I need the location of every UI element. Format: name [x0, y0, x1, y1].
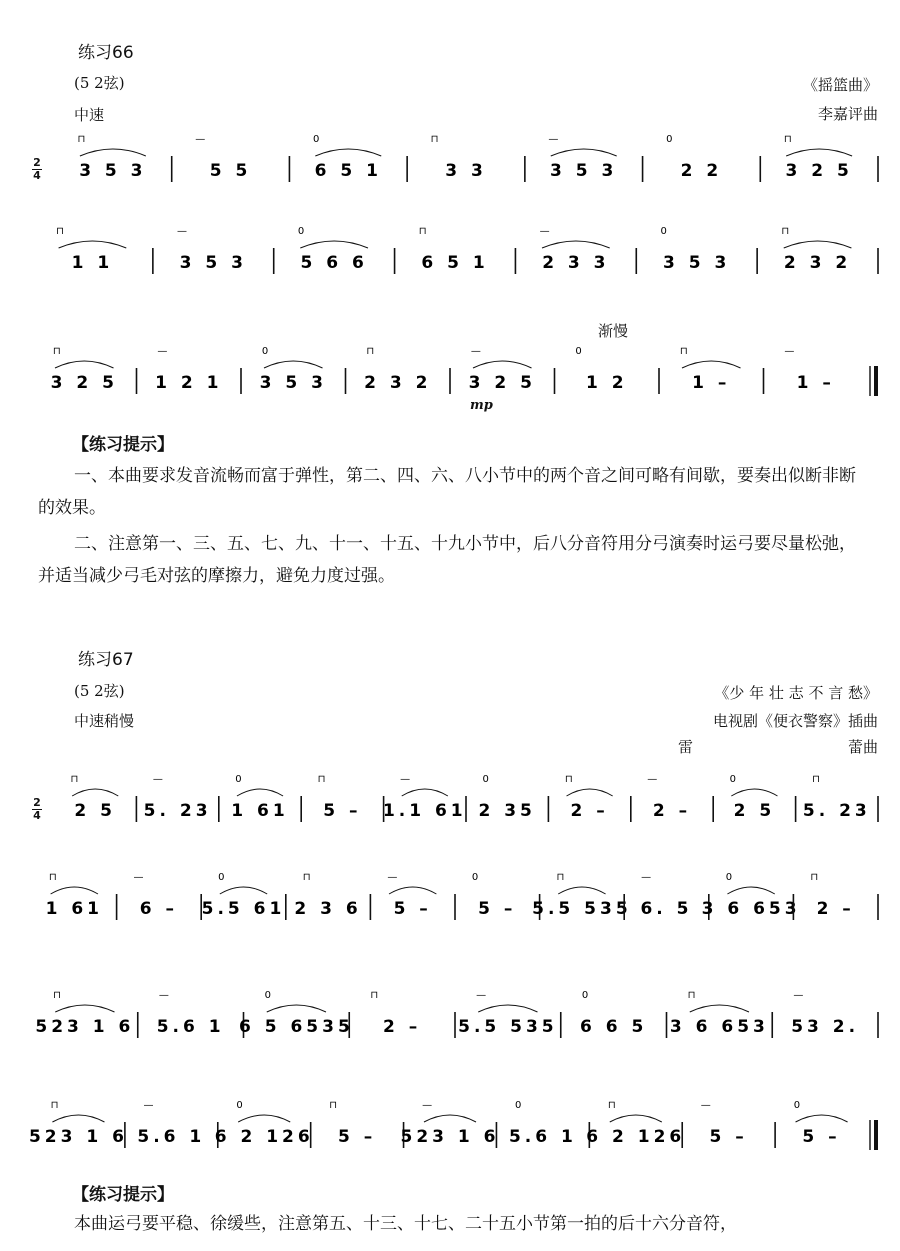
bowing-mark: —: [647, 774, 658, 785]
measure-notes: 1 2: [585, 373, 628, 393]
slur-mark: [424, 1115, 476, 1122]
slur-mark: [51, 887, 98, 894]
bowing-mark: —: [143, 1100, 154, 1111]
bowing-mark: ⊓: [53, 990, 61, 1001]
slur-mark: [682, 361, 741, 368]
bowing-mark: ⊓: [810, 872, 819, 883]
measure-notes: 6 2 126: [214, 1127, 314, 1147]
measure-notes: 5 –: [478, 899, 517, 919]
measure-notes: 5 –: [323, 801, 362, 821]
ex66-hints-title: 【练习提示】: [72, 435, 174, 455]
bowing-mark: —: [548, 134, 559, 145]
time-sig-top: 2: [33, 796, 41, 809]
measure-notes: 3 6 653: [701, 899, 801, 919]
exercise-67-source: 电视剧《便衣警察》插曲: [712, 712, 878, 730]
measure-notes: 1 1: [71, 253, 114, 273]
measure-notes: 2 5: [733, 801, 776, 821]
jianpu-staff-svg: [28, 1094, 880, 1154]
jianpu-staff-svg: [32, 984, 880, 1044]
ex67-row-4: [28, 1094, 880, 1154]
slur-mark: [315, 149, 381, 156]
measure-notes: 2 –: [570, 801, 609, 821]
slur-mark: [389, 887, 436, 894]
exercise-67-title: 练习67: [78, 650, 134, 670]
measure-notes: 5.6 1: [156, 1017, 225, 1037]
ex66-hint-1: 一、本曲要求发音流畅而富于弹性，第二、四、六、八小节中的两个音之间可略有间歇，要奏出似断非断的效果。: [38, 466, 856, 518]
bowing-mark: ⊓: [317, 774, 326, 785]
measure-notes: 6 5 6535: [238, 1017, 354, 1037]
measure-notes: 3 5 3: [663, 253, 731, 273]
measure-notes: 6 6 5: [579, 1017, 648, 1037]
exercise-66-tempo: 中速: [74, 106, 105, 124]
bowing-mark: ⊓: [564, 774, 573, 785]
slur-mark: [558, 887, 605, 894]
time-sig-bottom: 4: [33, 809, 41, 822]
slur-mark: [478, 1005, 537, 1012]
slur-mark: [731, 789, 777, 796]
time-sig-top: 2: [33, 156, 41, 169]
measure-notes: 5.5 535: [532, 899, 632, 919]
bowing-mark: —: [422, 1100, 433, 1111]
jianpu-staff-svg: [32, 768, 880, 828]
bowing-mark: ⊓: [783, 134, 792, 145]
bowing-mark: 0: [236, 1100, 243, 1111]
bowing-mark: 0: [235, 774, 242, 785]
measure-notes: 3 5 3: [550, 161, 618, 181]
measure-notes: 3 2 5: [785, 161, 853, 181]
measure-notes: 3 3: [445, 161, 487, 181]
exercise-67-composer-name: 雷: [678, 738, 694, 756]
measure-notes: 3 5 3: [79, 161, 147, 181]
measure-notes: 5 –: [337, 1127, 377, 1147]
measure-notes: 1 61: [45, 899, 104, 919]
bowing-mark: —: [470, 346, 481, 357]
bowing-mark: ⊓: [48, 872, 57, 883]
time-signature: [32, 798, 42, 821]
bowing-mark: —: [641, 872, 652, 883]
bowing-mark: —: [793, 990, 804, 1001]
measure-notes: 5 –: [709, 1127, 748, 1147]
time-sig-bottom: 4: [33, 169, 41, 182]
exercise-66-piece: 《摇篮曲》: [802, 76, 878, 94]
measure-notes: 6 2 126: [586, 1127, 686, 1147]
bowing-mark: ⊓: [370, 990, 379, 1001]
bowing-mark: —: [158, 990, 169, 1001]
measure-notes: 3 6 653: [669, 1017, 769, 1037]
slur-mark: [473, 361, 532, 368]
measure-notes: 523 1 6: [400, 1127, 500, 1147]
measure-notes: 1.1 61: [382, 801, 467, 821]
slur-mark: [55, 361, 114, 368]
bowing-mark: 0: [575, 346, 582, 357]
ex67-row-3: [32, 984, 880, 1044]
bowing-mark: 0: [725, 872, 733, 883]
exercise-66-composer: 李嘉评曲: [817, 105, 878, 123]
ex66-row-2: [32, 220, 880, 280]
measure-notes: 6 –: [139, 899, 179, 919]
ex67-row-1: [32, 768, 880, 828]
measure-notes: 5. 23: [143, 801, 212, 821]
measure-notes: 2 –: [652, 801, 692, 821]
ex67-row-2: [32, 866, 880, 926]
measure-notes: 3 2 5: [50, 373, 118, 393]
bowing-mark: —: [700, 1100, 711, 1111]
bowing-mark: ⊓: [302, 872, 311, 883]
exercise-67-string: (5 2弦): [74, 682, 125, 700]
time-signature: [32, 158, 42, 181]
bowing-mark: ⊓: [77, 134, 86, 145]
bowing-mark: 0: [312, 134, 320, 145]
bowing-mark: —: [784, 346, 795, 357]
bowing-mark: 0: [729, 774, 737, 785]
measure-notes: 5 5: [209, 161, 252, 181]
slur-mark: [727, 887, 774, 894]
measure-notes: 1 2 1: [155, 373, 223, 393]
bowing-mark: 0: [482, 774, 489, 785]
bowing-mark: ⊓: [50, 1100, 59, 1111]
bowing-mark: —: [133, 872, 144, 883]
bowing-mark: —: [152, 774, 163, 785]
bowing-mark: ⊓: [687, 990, 696, 1001]
bowing-mark: ⊓: [781, 226, 790, 237]
slur-mark: [784, 241, 852, 248]
slur-mark: [55, 1005, 114, 1012]
measure-notes: 53 2.: [791, 1017, 860, 1037]
measure-notes: 5.6 1: [508, 1127, 577, 1147]
jianpu-staff-svg: [32, 220, 880, 280]
slur-mark: [237, 789, 283, 796]
measure-notes: 2 35: [478, 801, 536, 821]
slur-mark: [402, 789, 448, 796]
measure-notes: 2 3 3: [542, 253, 610, 273]
measure-notes: 5. 23: [802, 801, 871, 821]
bowing-mark: ⊓: [556, 872, 565, 883]
bowing-mark: —: [476, 990, 487, 1001]
measure-notes: 6 5 1: [421, 253, 489, 273]
slur-mark: [267, 1005, 326, 1012]
bowing-mark: ⊓: [430, 134, 439, 145]
slur-mark: [551, 149, 617, 156]
measure-notes: 1 –: [796, 373, 835, 393]
measure-notes: 2 –: [383, 1017, 422, 1037]
exercise-67-composer-suffix: 蕾曲: [847, 738, 878, 756]
measure-notes: 6. 5: [640, 899, 693, 919]
measure-notes: 3 2 5: [468, 373, 536, 393]
exercise-67-piece: 《少 年 壮 志 不 言 愁》: [714, 684, 878, 702]
slur-mark: [264, 361, 323, 368]
bowing-mark: 0: [471, 872, 479, 883]
measure-notes: 5.5 535: [458, 1017, 558, 1037]
slur-mark: [610, 1115, 662, 1122]
jianpu-staff-svg: [32, 340, 880, 400]
bowing-mark: 0: [666, 134, 673, 145]
bowing-mark: ⊓: [56, 226, 64, 237]
slur-mark: [690, 1005, 749, 1012]
bowing-mark: ⊓: [70, 774, 79, 785]
bowing-mark: ⊓: [607, 1100, 616, 1111]
bowing-mark: ⊓: [812, 774, 820, 785]
measure-notes: 2 5: [74, 801, 116, 821]
slur-mark: [59, 241, 127, 248]
bowing-mark: ⊓: [52, 346, 61, 357]
bowing-mark: —: [195, 134, 206, 145]
bowing-mark: 0: [297, 226, 305, 237]
ex67-hint-1: 本曲运弓要平稳、徐缓些，注意第五、十三、十七、二十五小节第一拍的后十六分音符，: [74, 1214, 737, 1234]
bowing-mark: 0: [264, 990, 272, 1001]
slur-mark: [52, 1115, 104, 1122]
slur-mark: [220, 887, 267, 894]
bowing-mark: ⊓: [329, 1100, 338, 1111]
bowing-mark: 0: [793, 1100, 801, 1111]
measure-notes: 1 –: [692, 373, 731, 393]
measure-notes: 1 61: [231, 801, 289, 821]
bowing-mark: 0: [581, 990, 589, 1001]
ex66-hint-2: 二、注意第一、三、五、七、九、十一、十五、十九小节中，后八分音符用分弓演奏时运弓要尽量松弛，并适当减少弓毛对弦的摩擦力，避免力度过强。: [38, 534, 856, 586]
measure-notes: 2 2: [680, 161, 723, 181]
jianpu-staff-svg: [32, 128, 880, 188]
slur-mark: [300, 241, 368, 248]
measure-notes: 2 3 2: [783, 253, 852, 273]
bowing-mark: 0: [261, 346, 269, 357]
slur-mark: [542, 241, 610, 248]
bowing-mark: —: [157, 346, 168, 357]
dynamic-mp: mp: [470, 398, 493, 413]
slur-mark: [567, 789, 613, 796]
slur-mark: [72, 789, 118, 796]
ex66-row-1: [32, 128, 880, 188]
measure-notes: 523 1 6: [28, 1127, 128, 1147]
measure-notes: 6 5 1: [314, 161, 382, 181]
ex67-hints-title: 【练习提示】: [72, 1185, 174, 1205]
measure-notes: 2 3 6: [294, 899, 362, 919]
exercise-67-tempo: 中速稍慢: [74, 712, 135, 730]
slur-mark: [796, 1115, 848, 1122]
slur-mark: [786, 149, 852, 156]
bowing-mark: —: [387, 872, 398, 883]
measure-notes: 2 3 2: [364, 373, 432, 393]
measure-notes: 5.6 1: [137, 1127, 206, 1147]
measure-notes: 5 6 6: [300, 253, 368, 273]
bowing-mark: —: [177, 226, 188, 237]
bowing-mark: —: [539, 226, 550, 237]
ex66-row-3: [32, 340, 880, 400]
bowing-mark: ⊓: [418, 226, 427, 237]
measure-notes: 523 1 6: [35, 1017, 135, 1037]
exercise-66-title: 练习66: [78, 43, 134, 63]
measure-notes: 5 –: [802, 1127, 841, 1147]
bowing-mark: 0: [515, 1100, 522, 1111]
bowing-mark: —: [400, 774, 411, 785]
slur-mark: [238, 1115, 290, 1122]
measure-notes: 3 5 3: [259, 373, 327, 393]
bowing-mark: 0: [218, 872, 225, 883]
bowing-mark: ⊓: [366, 346, 375, 357]
slur-mark: [80, 149, 146, 156]
jianpu-staff-svg: [32, 866, 880, 926]
exercise-66-string: (5 2弦): [74, 74, 125, 92]
bowing-mark: ⊓: [679, 346, 688, 357]
measure-notes: 5 –: [393, 899, 432, 919]
measure-notes: 5.5 61: [201, 899, 286, 919]
ritardando-mark: 渐慢: [598, 322, 629, 340]
measure-notes: 2 –: [816, 899, 855, 919]
bowing-mark: 0: [660, 226, 667, 237]
measure-notes: 3 5 3: [179, 253, 247, 273]
